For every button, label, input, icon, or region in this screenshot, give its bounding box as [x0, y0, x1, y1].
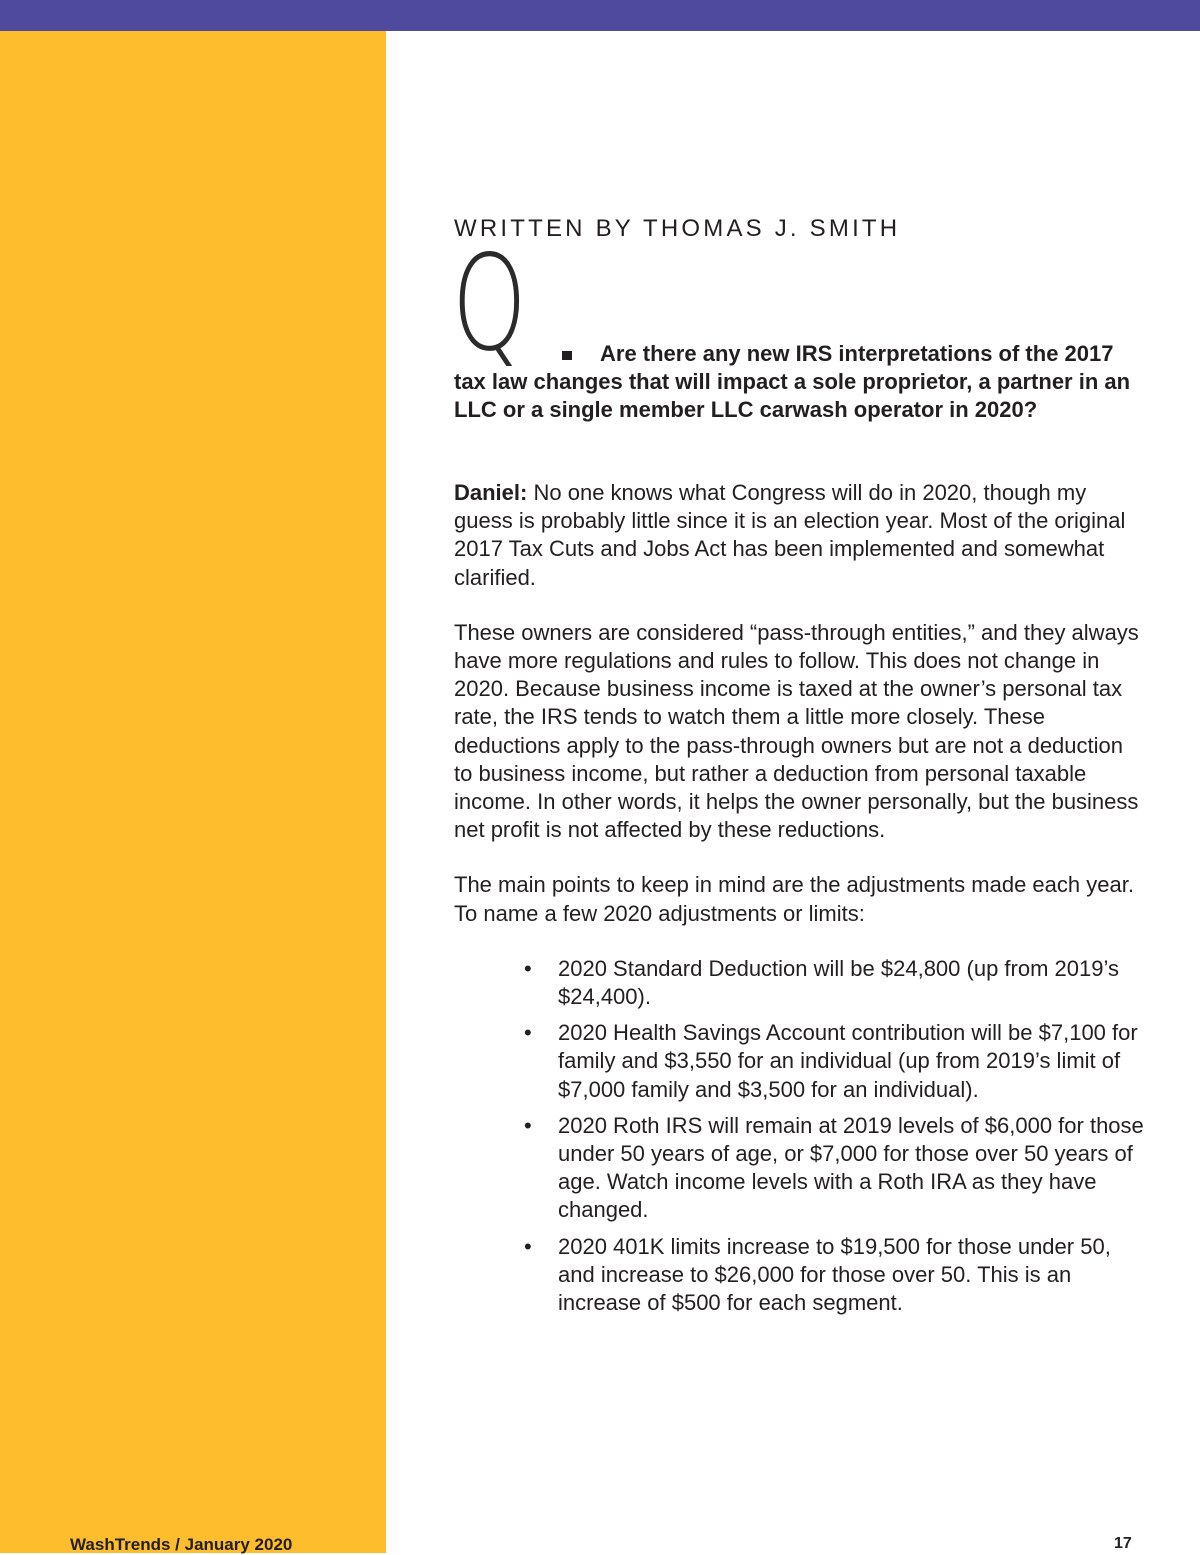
question — [454, 340, 1144, 425]
side-color-panel — [0, 31, 386, 1553]
list-item-text: 2020 Health Savings Account contribution will be $7,100 for family and $3,550 for an individual (up from 2019’s limit of $7,000 family and $3,500 for an individual). — [558, 1020, 1138, 1102]
bullet-icon: • — [524, 1233, 532, 1259]
top-color-bar — [0, 0, 1200, 31]
drop-cap-q: Q — [452, 227, 527, 381]
page-number: 17 — [1114, 1535, 1132, 1552]
list-item — [524, 1019, 1144, 1104]
bullet-icon: • — [524, 955, 532, 981]
footer-publication: WashTrends / January 2020 — [70, 1535, 293, 1554]
body-paragraph: The main points to keep in mind are the adjustments made each year. To name a few 2020 adjustments or limits: — [454, 872, 1134, 926]
list-item-text: 2020 Standard Deduction will be $24,800 (up from 2019’s $24,400). — [558, 955, 1119, 1010]
list-item-text: 2020 Roth IRS will remain at 2019 levels of $6,000 for those under 50 years of age, or $7,000 for those over 50 years of age. Watch income levels with a Roth IRA as they have changed. — [558, 1112, 1144, 1223]
answer-text: No one knows what Congress will do in 2020, though my guess is probably little since it is an election year. Most of the original 2017 Tax Cuts and Jobs Act has been implemented and somewhat clarified. — [454, 480, 1126, 590]
answer-paragraph — [454, 479, 1144, 592]
bullet-icon: • — [524, 1020, 532, 1046]
adjustments-list — [454, 955, 1144, 1317]
body-paragraph: These owners are considered “pass-through entities,” and they always have more regulations and rules to follow. This does not change in 2020. Because business income is taxed at the owner’s personal tax rate, the IRS tends to watch them a little more closely. These deductions apply to the pass-through owners but are not a deduction to business income, but rather a deduction from personal taxable income. In other words, it helps the owner personally, but the business net profit is not affected by these reductions. — [454, 619, 1139, 843]
list-item — [524, 1112, 1144, 1225]
list-item-text: 2020 401K limits increase to $19,500 for those under 50, and increase to $26,000 for those over 50. This is an increase of $500 for each segment. — [558, 1233, 1111, 1316]
list-item — [524, 1233, 1144, 1318]
answer-speaker: Daniel: — [454, 480, 528, 505]
list-item — [524, 955, 1144, 1011]
article-body — [454, 479, 1144, 1325]
byline: WRITTEN BY THOMAS J. SMITH — [454, 215, 901, 242]
bullet-icon: • — [524, 1112, 532, 1138]
question-text: Are there any new IRS interpretations of the 2017 tax law changes that will impact a sole proprietor, a partner in an LLC or a single member LLC carwash operator in 2020? — [454, 341, 1131, 423]
